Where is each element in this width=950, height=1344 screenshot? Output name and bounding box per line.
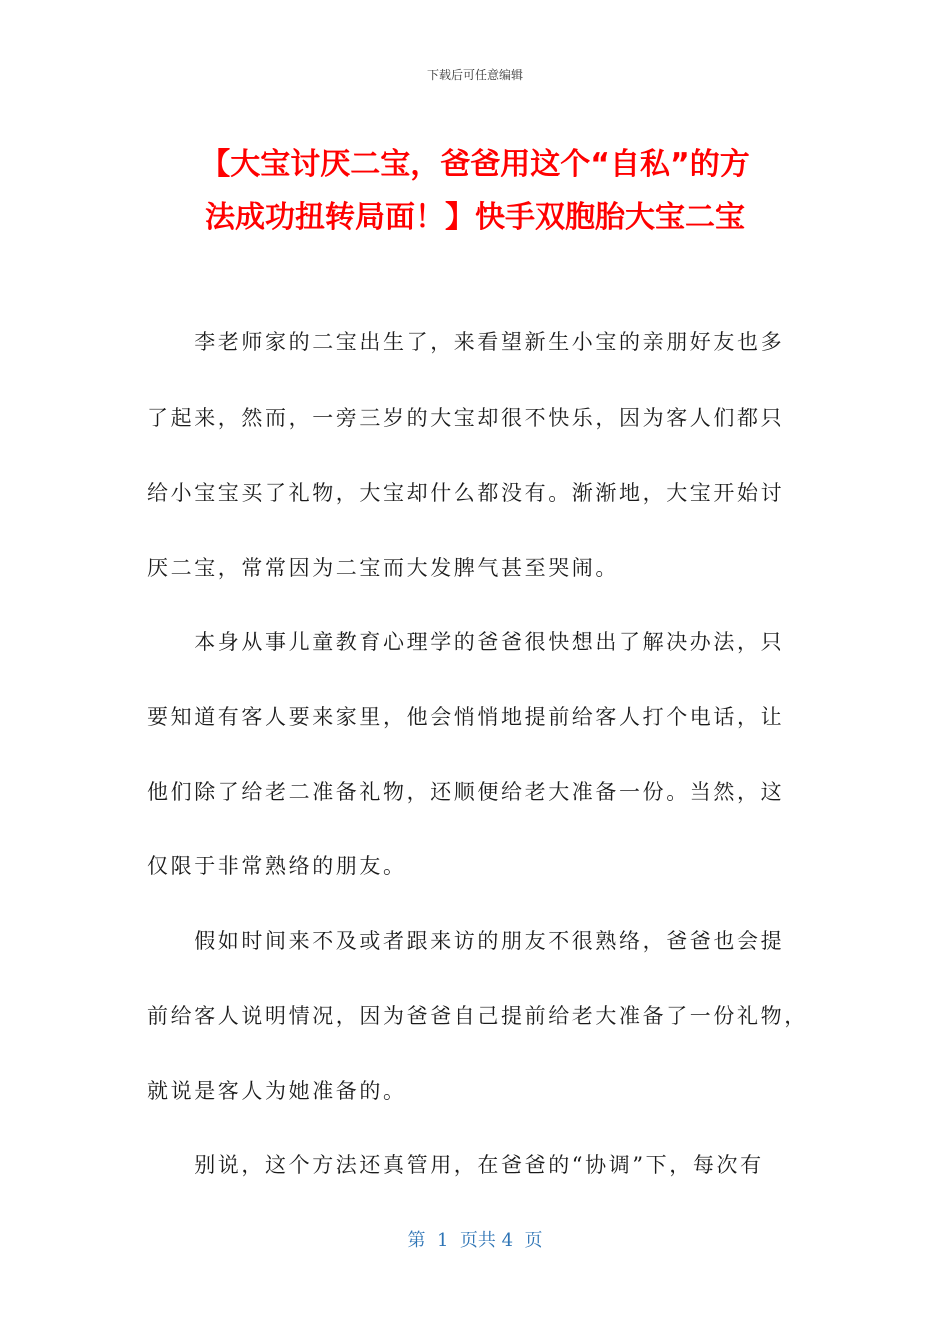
header-note: 下载后可任意编辑	[426, 68, 523, 82]
page-footer: 第 1 页共 4 页	[407, 1230, 543, 1251]
body-line: 假如时间来不及或者跟来访的朋友不很熟络，爸爸也会提	[147, 929, 785, 953]
body-line: 李老师家的二宝出生了，来看望新生小宝的亲朋好友也多	[147, 330, 785, 354]
body-line: 他们除了给老二准备礼物，还顺便给老大准备一份。当然，这	[147, 780, 785, 804]
document-title	[150, 138, 800, 244]
body-line: 要知道有客人要来家里，他会悄悄地提前给客人打个电话，让	[147, 705, 785, 729]
body-line: 仅限于非常熟络的朋友。	[147, 854, 407, 878]
body-line: 了起来，然而，一旁三岁的大宝却很不快乐，因为客人们都只	[147, 406, 785, 430]
body-line: 本身从事儿童教育心理学的爸爸很快想出了解决办法，只	[147, 630, 785, 654]
body-line: 前给客人说明情况，因为爸爸自己提前给老大准备了一份礼物，	[147, 1004, 808, 1028]
body-line: 别说，这个方法还真管用，在爸爸的“协调”下，每次有	[147, 1153, 764, 1177]
title-line-2: 法成功扭转局面！】快手双胞胎大宝二宝	[205, 200, 745, 235]
body-line: 给小宝宝买了礼物，大宝却什么都没有。渐渐地，大宝开始讨	[147, 481, 785, 505]
title-line-1: 【大宝讨厌二宝，爸爸用这个“自私”的方	[200, 147, 750, 182]
body-line: 就说是客人为她准备的。	[147, 1079, 407, 1103]
body-line: 厌二宝，常常因为二宝而大发脾气甚至哭闹。	[147, 556, 619, 580]
